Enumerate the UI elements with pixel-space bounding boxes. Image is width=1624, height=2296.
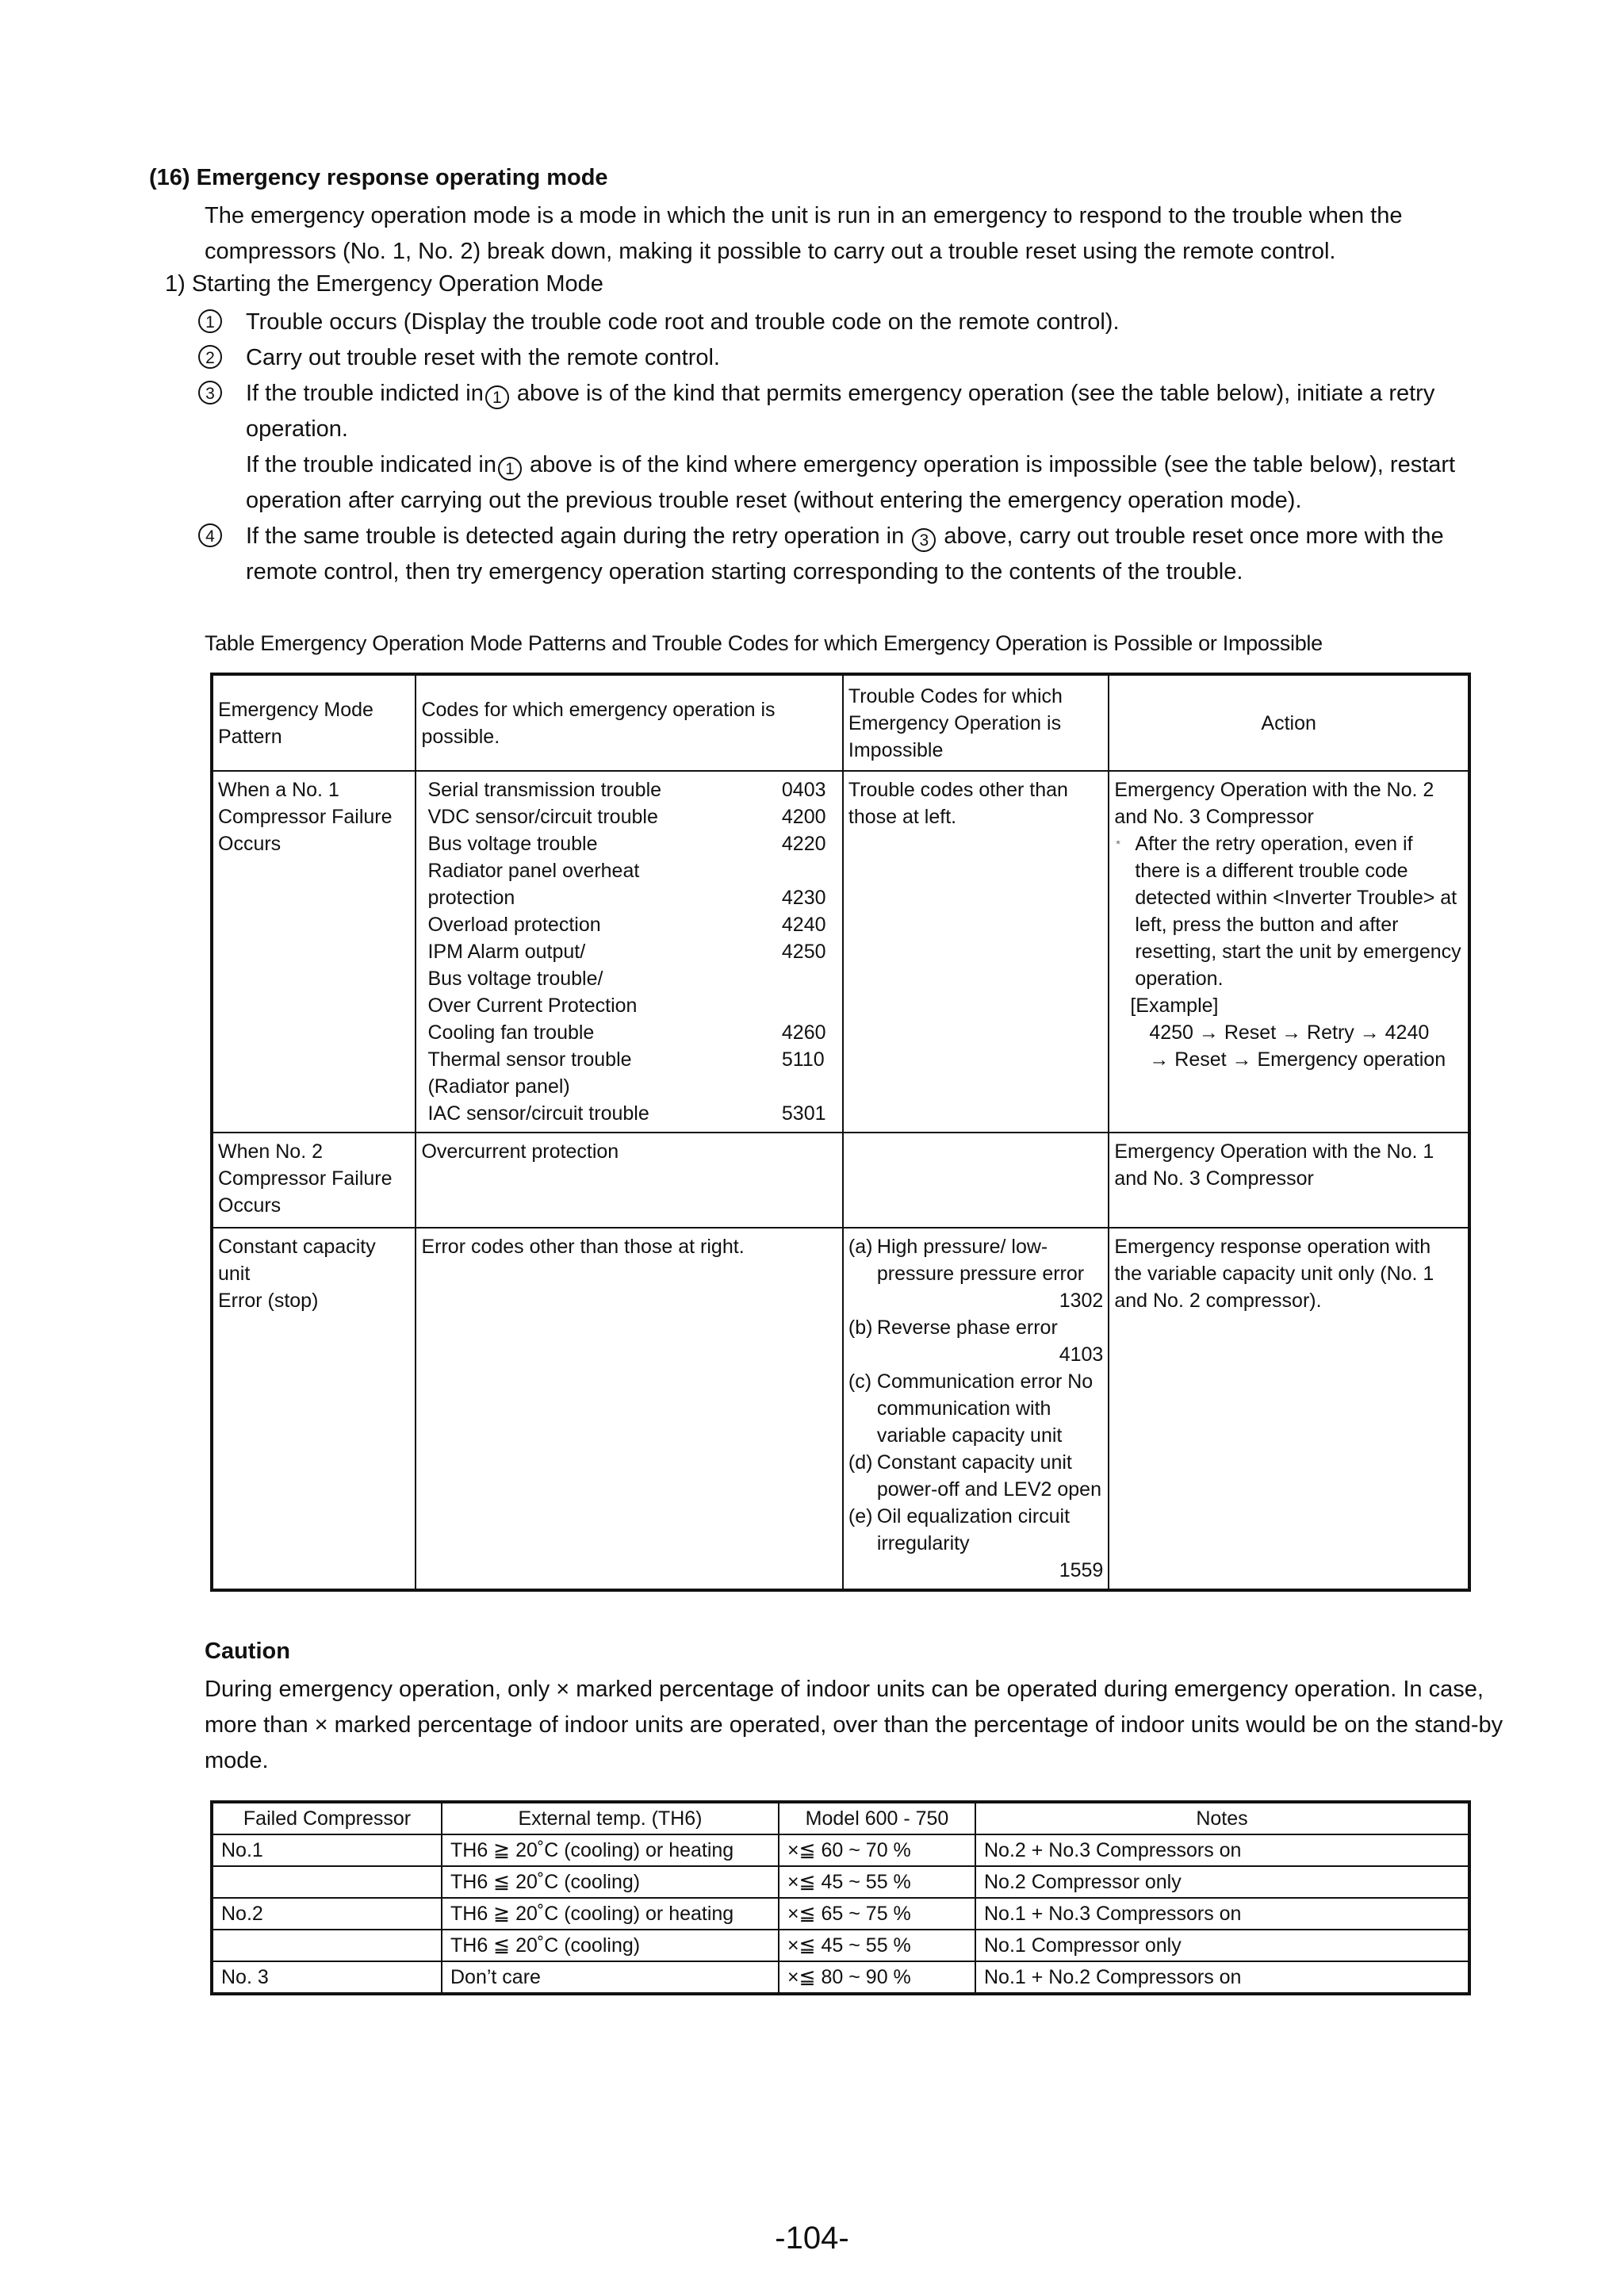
action-cell: Emergency Operation with the No. 1 and No. 3 Compressor [1109, 1133, 1469, 1228]
item-label: (c) [848, 1370, 872, 1393]
step-text: Carry out trouble reset with the remote control. [246, 345, 720, 370]
code-name: protection [427, 887, 515, 909]
table-row [212, 771, 1469, 1133]
code-row [421, 965, 837, 992]
code-name: Cooling fan trouble [427, 1022, 595, 1044]
item-text: Reverse phase error [876, 1317, 1058, 1339]
column-header: Model 600 - 750 [779, 1802, 975, 1834]
step-number-circle: 1 [198, 305, 239, 340]
item-label: (a) [848, 1236, 873, 1258]
table-cell: No.1 Compressor only [975, 1930, 1469, 1961]
code-value: 4220 [781, 833, 826, 855]
code-row [421, 1073, 837, 1100]
impossible-cell: Trouble codes other than those at left. [843, 771, 1109, 1133]
table-cell: ×≦ 65 ~ 75 % [779, 1898, 975, 1930]
table-cell: No.2 [212, 1898, 442, 1930]
pattern-cell: When a No. 1 Compressor Failure Occurs [212, 771, 416, 1133]
table-row [212, 1898, 1469, 1930]
code-value: 4250 [781, 941, 826, 963]
code-row [421, 857, 837, 884]
table-cell: No.2 + No.3 Compressors on [975, 1834, 1469, 1866]
item-label: (d) [848, 1451, 873, 1474]
table-cell [212, 1866, 442, 1898]
table-caption: Table Emergency Operation Mode Patterns and Trouble Codes for which Emergency Operation is Possible or Impossible [205, 631, 1323, 655]
code-name: Radiator panel overheat [427, 860, 640, 882]
step-text: If the trouble indicated in 1 above is of the kind where emergency operation is impossible (see the table below), restart operation after carrying out the previous trouble reset (without entering the emergency operation mode). [246, 452, 1456, 513]
code-value: 4230 [781, 887, 826, 909]
code-value: 0403 [781, 779, 826, 801]
example-line: 4250 → Reset → Retry → 4240 [1149, 1022, 1430, 1044]
item-text: Constant capacity unit power-off and LEV2 open [876, 1451, 1101, 1501]
reference-circle: 3 [912, 528, 936, 552]
pattern-cell: When No. 2 Compressor Failure Occurs [212, 1133, 416, 1228]
header-impossible: Trouble Codes for which Emergency Operation is Impossible [843, 674, 1109, 771]
possible-codes-cell: Overcurrent protection [416, 1133, 842, 1228]
asterisk-icon: * [1116, 838, 1120, 850]
step-3 [198, 376, 1499, 519]
table-cell: No.1 [212, 1834, 442, 1866]
header-action: Action [1109, 674, 1469, 771]
code-name: VDC sensor/circuit trouble [427, 806, 658, 828]
item-label: (b) [848, 1317, 873, 1339]
code-value [782, 992, 837, 1019]
intro-paragraph: The emergency operation mode is a mode in which the unit is run in an emergency to respond to the trouble when the compressors (No. 1, No. 2) break down, making it possible to carry out a trouble reset using the remote control. [205, 203, 1403, 264]
table-cell: TH6 ≧ 20˚C (cooling) or heating [442, 1898, 779, 1930]
step-text: If the trouble indicted in 1 above is of the kind that permits emergency operation (see the table below), initiate a retry operation. [246, 381, 1435, 442]
code-name: Bus voltage trouble/ [427, 968, 603, 990]
page-number: -104- [775, 2221, 849, 2256]
item-code: 4103 [1059, 1343, 1104, 1366]
impossible-item [848, 1314, 1103, 1368]
table-cell: No. 3 [212, 1961, 442, 1994]
reference-circle: 1 [498, 457, 522, 481]
table-row [212, 1961, 1469, 1994]
table-row [212, 1930, 1469, 1961]
impossible-item [848, 1368, 1103, 1449]
code-name: (Radiator panel) [427, 1075, 570, 1098]
pattern-cell: Constant capacity unit Error (stop) [212, 1228, 416, 1590]
table-cell: No.2 Compressor only [975, 1866, 1469, 1898]
code-row [421, 911, 837, 938]
step-number-circle: 2 [198, 340, 239, 376]
column-header: Failed Compressor [212, 1802, 442, 1834]
table-cell: TH6 ≦ 20˚C (cooling) [442, 1866, 779, 1898]
steps-list [198, 305, 1499, 590]
code-row [421, 884, 837, 911]
code-row [421, 803, 837, 830]
impossible-cell [843, 1228, 1109, 1590]
table-cell: ×≦ 60 ~ 70 % [779, 1834, 975, 1866]
codes-list [421, 776, 837, 1127]
impossible-item [848, 1233, 1103, 1314]
code-name: Serial transmission trouble [427, 779, 662, 801]
table-cell: ×≦ 45 ~ 55 % [779, 1866, 975, 1898]
code-name: Thermal sensor trouble [427, 1048, 632, 1071]
example-label: [Example] [1130, 995, 1219, 1017]
step-4 [198, 519, 1499, 590]
header-possible: Codes for which emergency operation is possible. [416, 674, 842, 771]
code-value: 4200 [781, 806, 826, 828]
code-value: 4260 [781, 1022, 826, 1044]
code-value [782, 965, 837, 992]
table-header-row [212, 674, 1469, 771]
compressor-percentage-table [210, 1800, 1471, 1995]
header-pattern: Emergency Mode Pattern [212, 674, 416, 771]
code-value [782, 857, 837, 884]
section-heading: (16) Emergency response operating mode [149, 165, 608, 190]
code-row [421, 992, 837, 1019]
table-header-row [212, 1802, 1469, 1834]
code-row [421, 830, 837, 857]
code-row [421, 938, 837, 965]
table-cell: No.1 + No.2 Compressors on [975, 1961, 1469, 1994]
step-1 [198, 305, 1499, 340]
table-cell: Don’t care [442, 1961, 779, 1994]
impossible-item [848, 1449, 1103, 1503]
caution-text: During emergency operation, only × marked percentage of indoor units can be operated during emergency operation. In case, more than × marked percentage of indoor units are operated, over than the percentage of indoor units would be on the stand-by mode. [205, 1677, 1503, 1773]
item-text: High pressure/ low-pressure pressure error [876, 1236, 1085, 1285]
reference-circle: 1 [485, 385, 509, 409]
caution-title: Caution [205, 1639, 290, 1664]
table-cell: No.1 + No.3 Compressors on [975, 1898, 1469, 1930]
code-row [421, 1046, 837, 1073]
code-row [421, 776, 837, 803]
code-name: IAC sensor/circuit trouble [427, 1102, 649, 1125]
code-name: Bus voltage trouble [427, 833, 598, 855]
item-text: Communication error No communication with variable capacity unit [876, 1370, 1094, 1447]
action-cell: Emergency response operation with the variable capacity unit only (No. 1 and No. 2 compressor). [1109, 1228, 1469, 1590]
code-value: 5301 [781, 1102, 826, 1125]
code-row [421, 1100, 837, 1127]
table-cell: ×≦ 80 ~ 90 % [779, 1961, 975, 1994]
step-2 [198, 340, 1499, 376]
code-value: 5110 [781, 1048, 825, 1071]
code-name: Over Current Protection [427, 995, 638, 1017]
code-name: Overload protection [427, 914, 601, 936]
code-name: IPM Alarm output/ [427, 941, 586, 963]
table-cell: TH6 ≧ 20˚C (cooling) or heating [442, 1834, 779, 1866]
step-number-circle: 4 [198, 519, 239, 590]
impossible-cell [843, 1133, 1109, 1228]
step-number-circle: 3 [198, 376, 239, 519]
column-header: External temp. (TH6) [442, 1802, 779, 1834]
table-cell: ×≦ 45 ~ 55 % [779, 1930, 975, 1961]
code-value: 4240 [781, 914, 826, 936]
item-label: (e) [848, 1505, 873, 1527]
table-row [212, 1834, 1469, 1866]
table-row [212, 1133, 1469, 1228]
item-code: 1559 [1059, 1559, 1104, 1581]
step-title: 1) Starting the Emergency Operation Mode [165, 271, 603, 297]
table-row [212, 1866, 1469, 1898]
possible-codes-cell [416, 771, 842, 1133]
action-cell [1109, 771, 1469, 1133]
table-cell [212, 1930, 442, 1961]
step-text: If the same trouble is detected again during the retry operation in 3 above, carry out trouble reset once more with the remote control, then try emergency operation starting corresponding to the contents of the trouble. [246, 523, 1444, 585]
step-text: Trouble occurs (Display the trouble code root and trouble code on the remote control). [246, 309, 1120, 335]
action-note: * After the retry operation, even if there is a different trouble code detected within <Inverter Trouble> at left, press the button and after resetting, start the unit by emergency operation. [Example] 4250 → Reset → Retry → 4240 → Reset → Emergency operation [1114, 830, 1463, 1073]
code-row [421, 1019, 837, 1046]
code-value [782, 1073, 837, 1100]
possible-codes-cell: Error codes other than those at right. [416, 1228, 842, 1590]
action-main: Emergency Operation with the No. 2 and No. 3 Compressor [1114, 779, 1434, 828]
column-header: Notes [975, 1802, 1469, 1834]
item-text: Oil equalization circuit irregularity [876, 1505, 1071, 1554]
impossible-item [848, 1503, 1103, 1584]
item-code: 1302 [1059, 1290, 1104, 1312]
table-row [212, 1228, 1469, 1590]
example-line: → Reset → Emergency operation [1149, 1048, 1446, 1071]
emergency-mode-table [210, 673, 1471, 1592]
table-cell: TH6 ≦ 20˚C (cooling) [442, 1930, 779, 1961]
